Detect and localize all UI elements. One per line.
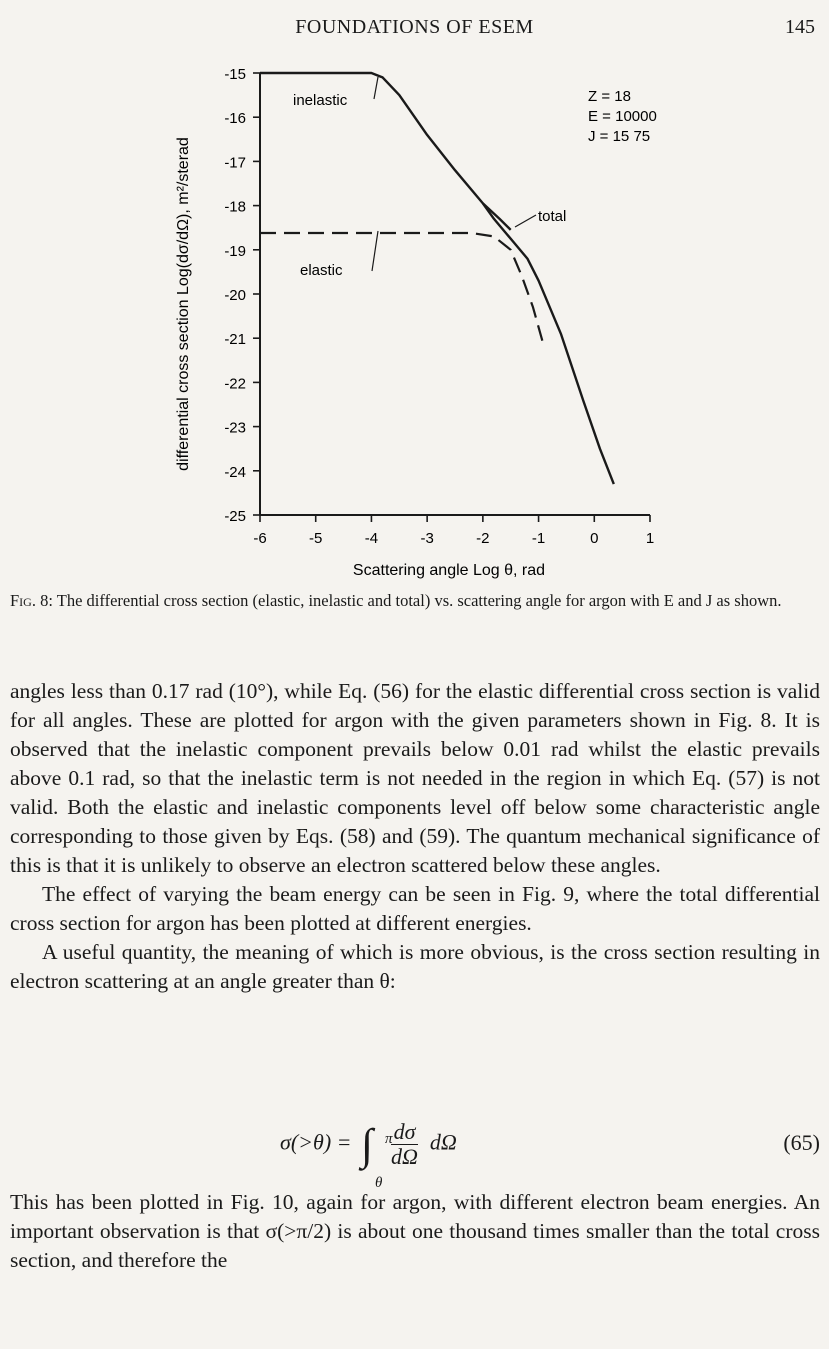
series-label-inelastic-leader <box>374 77 378 99</box>
y-tick-label: -21 <box>224 331 246 349</box>
fraction-denominator: dΩ <box>391 1144 418 1169</box>
figure-caption <box>10 589 820 613</box>
series-label-elastic: elastic <box>300 262 343 279</box>
body-text-continued <box>10 1188 820 1275</box>
integral-sign: ∫ π θ <box>361 1123 373 1167</box>
x-tick-label: -3 <box>420 530 434 547</box>
running-head <box>0 14 829 44</box>
series-line-total <box>483 203 614 484</box>
equation-fraction <box>391 1120 419 1169</box>
caption-label: Fig. 8: <box>10 591 53 610</box>
y-tick-label: -20 <box>224 287 246 304</box>
series-label-total: total <box>538 208 567 225</box>
y-tick-label: -23 <box>224 419 246 437</box>
x-tick-label: -4 <box>364 530 379 547</box>
x-tick-label: 1 <box>645 530 655 547</box>
x-tick-label: -1 <box>531 530 546 547</box>
running-head-title: FOUNDATIONS OF ESEM <box>295 16 534 38</box>
body-text <box>10 677 820 996</box>
integral-lower-limit: θ <box>375 1174 383 1191</box>
y-tick-label: -19 <box>224 242 246 260</box>
param-annotation: J = 15 75 <box>588 128 651 145</box>
x-tick-label: 0 <box>590 530 599 547</box>
equation-body <box>280 1119 457 1191</box>
series-label-inelastic: inelastic <box>293 92 348 109</box>
series-label-elastic-leader <box>372 231 378 271</box>
figure-8 <box>160 55 680 585</box>
y-tick-label: -15 <box>224 66 246 83</box>
series-line-elastic <box>260 233 544 347</box>
paragraph: angles less than 0.17 rad (10°), while Eq. (56) for the elastic differential cross section is valid for all angles. These are plotted for argon with the given parameters shown in Fig. 8. It is observed that the inelastic component prevails below 0.01 rad whilst the elastic prevails above 0.1 rad, so that the inelastic term is not needed in the region in which Eq. (57) is not valid. Both the elastic and inelastic components level off below some characteristic angle corresponding to those given by Eqs. (58) and (59). The quantum mechanical significance of this is that it is unlikely to observe an electron scattered below these angles. <box>10 679 820 877</box>
y-tick-label: -25 <box>224 508 246 525</box>
y-tick-label: -22 <box>224 375 246 393</box>
integral-upper-limit: π <box>385 1130 393 1147</box>
y-tick-label: -16 <box>224 110 246 128</box>
param-annotation: E = 10000 <box>588 108 657 125</box>
param-annotation: Z = 18 <box>588 88 631 105</box>
page-number: 145 <box>785 16 815 38</box>
paragraph: A useful quantity, the meaning of which is more obvious, is the cross section resulting in electron scattering at an angle greater than θ: <box>10 940 820 993</box>
y-tick-label: -18 <box>224 198 246 216</box>
x-tick-label: -5 <box>309 530 323 547</box>
caption-text: The differential cross section (elastic, inelastic and total) vs. scattering angle for argon with E and J as shown. <box>56 591 782 610</box>
paragraph: This has been plotted in Fig. 10, again for argon, with different electron beam energies. An important observation is that σ(>π/2) is about one thousand times smaller than the total cross section, and therefore the <box>10 1190 820 1272</box>
cross-section-chart <box>160 55 680 585</box>
fraction-numerator: dσ <box>391 1120 419 1145</box>
equation-lhs: σ(>θ) = <box>280 1129 352 1155</box>
x-tick-label: -2 <box>476 530 490 547</box>
x-tick-label: -6 <box>253 530 267 547</box>
x-axis-title: Scattering angle Log θ, rad <box>352 562 546 579</box>
equation-differential: dΩ <box>429 1129 457 1155</box>
y-axis-title: differential cross section Log(dσ/dΩ), m²/sterad <box>175 137 192 471</box>
series-label-total-leader <box>515 215 536 227</box>
equation-number: (65) <box>783 1130 820 1155</box>
paragraph: The effect of varying the beam energy can be seen in Fig. 9, where the total differential cross section for argon has been plotted at different energies. <box>10 882 820 935</box>
equation-65 <box>10 1110 820 1191</box>
y-tick-label: -24 <box>224 463 246 481</box>
y-tick-label: -17 <box>224 154 246 172</box>
